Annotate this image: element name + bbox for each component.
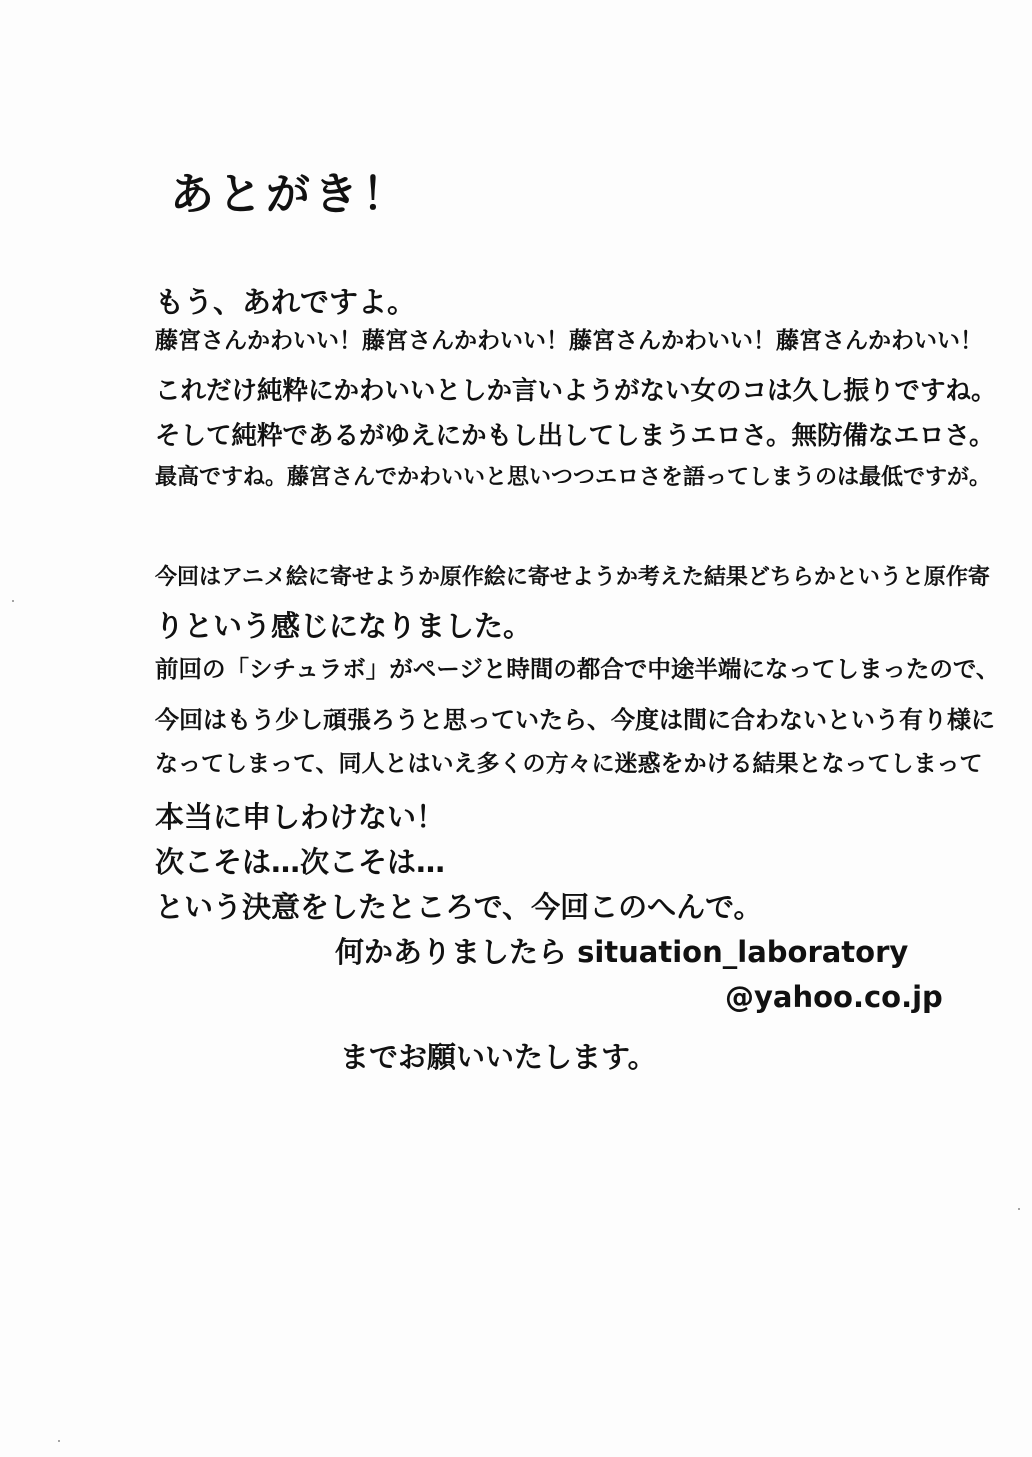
text-line: なってしまって、同人とはいえ多くの方々に迷惑をかける結果となってしまって xyxy=(155,751,983,777)
text-line: 次こそは…次こそは… xyxy=(155,845,446,879)
afterword-title: あとがき！ xyxy=(170,169,410,220)
text-line: これだけ純粋にかわいいとしか言いようがない女のコは久し振りですね。 xyxy=(155,376,997,406)
contact-line: までお願いいたします。 xyxy=(340,1040,657,1074)
text-line: 前回の「シチュラボ」がページと時間の都合で中途半端になってしまったので、 xyxy=(155,655,1000,683)
text-line: 今回はアニメ絵に寄せようか原作絵に寄せようか考えた結果どちらかというと原作寄 xyxy=(155,565,990,590)
text-line: 今回はもう少し頑張ろうと思っていたら、今度は間に合わないという有り様に xyxy=(155,706,995,734)
text-line: 最高ですね。藤宮さんでかわいいと思いつつエロさを語ってしまうのは最低ですが。 xyxy=(155,465,992,490)
text-line: そして純粋であるがゆえにかもし出してしまうエロさ。無防備なエロさ。 xyxy=(155,421,995,451)
text-line: 藤宮さんかわいい！藤宮さんかわいい！藤宮さんかわいい！藤宮さんかわいい！ xyxy=(155,328,983,354)
text-line: もう、あれですよ。 xyxy=(155,285,417,319)
scan-speck xyxy=(12,600,14,602)
contact-email-domain: @yahoo.co.jp xyxy=(725,980,943,1014)
text-line: りという感じになりました。 xyxy=(155,609,533,643)
scan-speck xyxy=(58,1440,60,1442)
text-line: 本当に申しわけない！ xyxy=(155,800,446,834)
text-line: という決意をしたところで、今回このへんで。 xyxy=(155,890,763,924)
scan-speck xyxy=(1018,1208,1020,1210)
contact-line: 何かありましたら situation_laboratory xyxy=(335,935,909,969)
